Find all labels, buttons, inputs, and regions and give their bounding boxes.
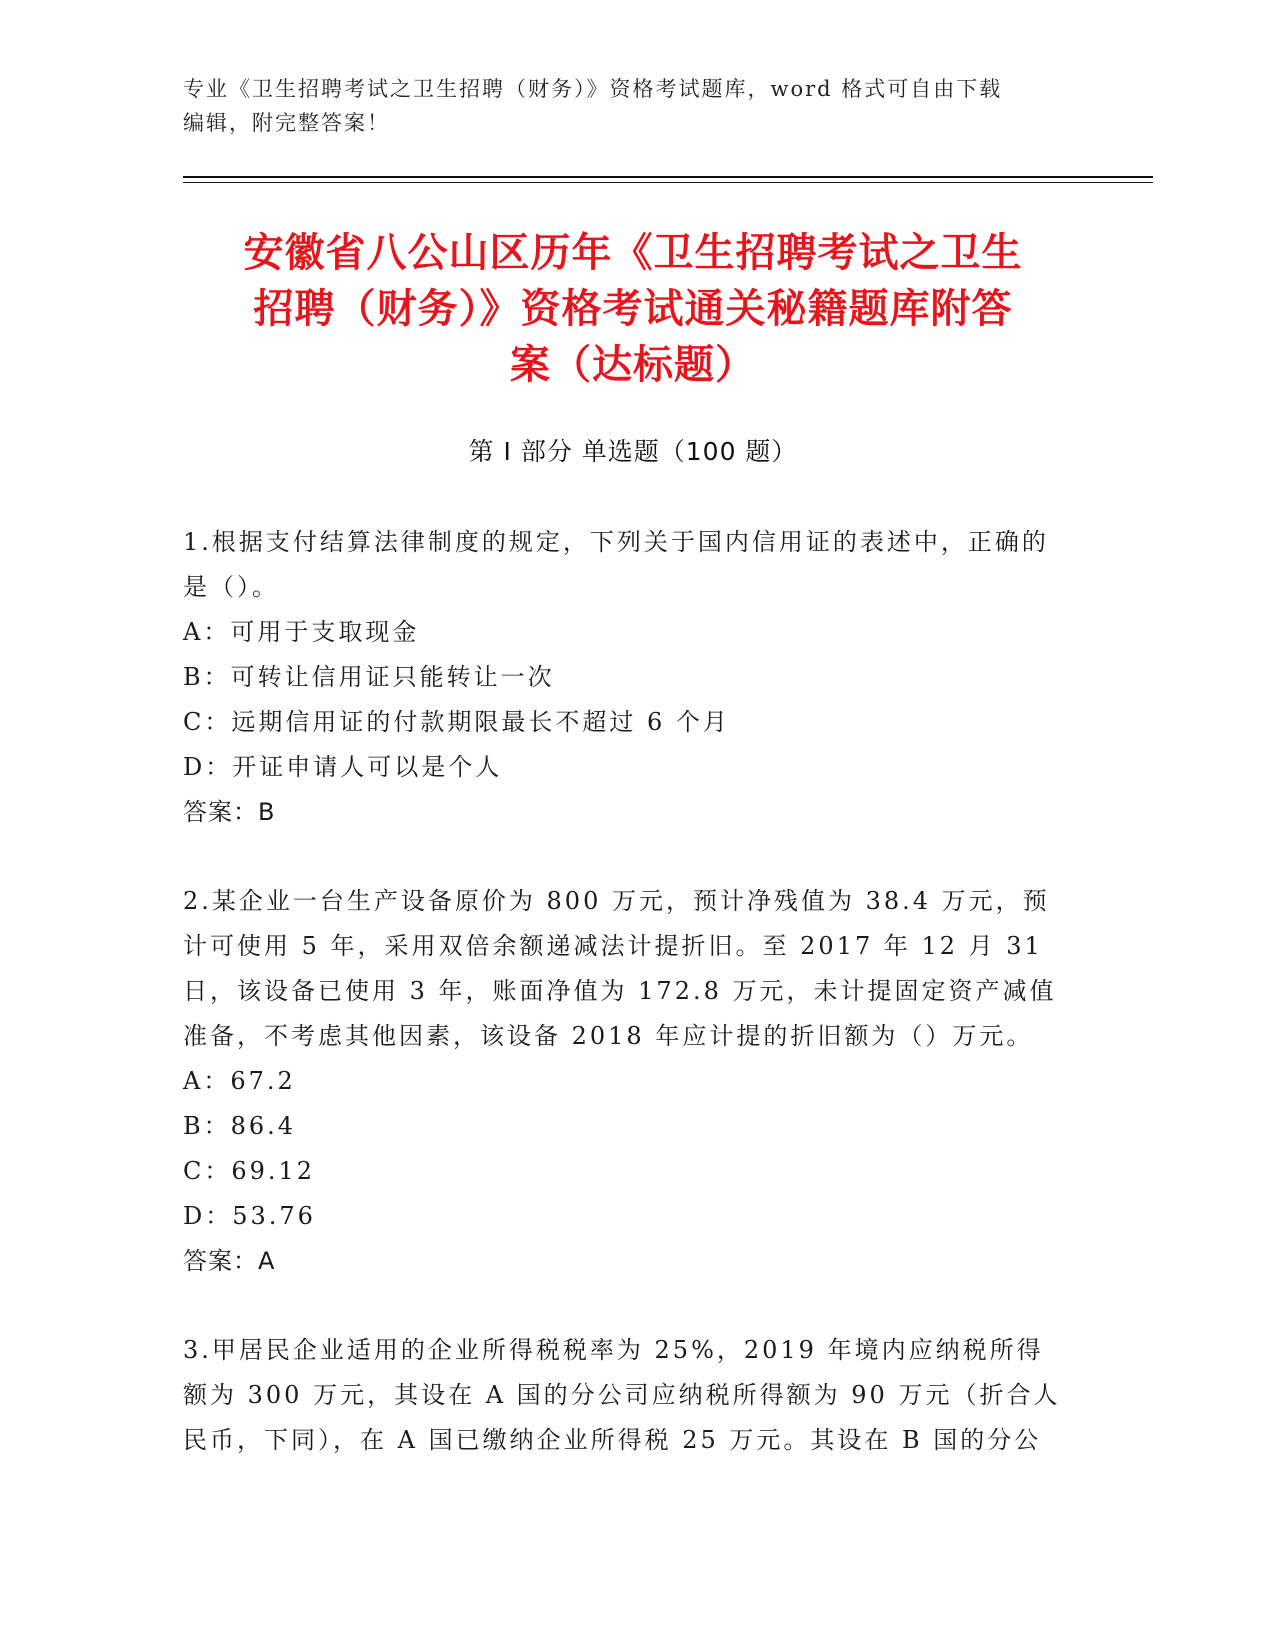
question-2-option-b: B：86.4 [183, 1112, 297, 1140]
question-1-option-c: C：远期信用证的付款期限最长不超过 6 个月 [183, 708, 730, 736]
document-title-line-1: 安徽省八公山区历年《卫生招聘考试之卫生 [243, 230, 1023, 276]
section-title: 第 I 部分 单选题（100 题） [468, 437, 798, 466]
document-title-line-3: 案（达标题） [510, 342, 756, 388]
question-2-answer: 答案：A [183, 1247, 276, 1275]
question-2 [183, 879, 1063, 1284]
question-2-option-d: D：53.76 [183, 1202, 316, 1230]
question-1-answer: 答案：B [183, 798, 276, 826]
question-2-option-a: A：67.2 [183, 1067, 296, 1095]
header-note-line-1: 专业《卫生招聘考试之卫生招聘（财务）》资格考试题库，word 格式可自由下载 [183, 77, 1003, 101]
question-1 [183, 520, 1063, 835]
question-list [183, 520, 1063, 1507]
document-title-line-2: 招聘（财务）》资格考试通关秘籍题库附答 [253, 286, 1013, 332]
question-1-option-d: D：开证申请人可以是个人 [183, 753, 503, 781]
header-note-line-2: 编辑，附完整答案！ [183, 111, 390, 135]
question-1-option-b: B：可转让信用证只能转让一次 [183, 663, 555, 691]
question-2-text: 2.某企业一台生产设备原价为 800 万元，预计净残值为 38.4 万元，预计可使用 5 年，采用双倍余额递减法计提折旧。至 2017 年 12 月 31 日，该设备已使用 3 年，账面净值为 172.8 万元，未计提固定资产减值准备，不考虑其他因素，该设备 2018 年应计提的折旧额为（）万元。 [183, 887, 1057, 1050]
header-divider-thin [183, 182, 1153, 183]
header-note [183, 72, 1063, 140]
question-1-option-a: A：可用于支取现金 [183, 618, 420, 646]
question-2-option-c: C：69.12 [183, 1157, 316, 1185]
question-3-text: 3.甲居民企业适用的企业所得税税率为 25%，2019 年境内应纳税所得额为 300 万元，其设在 A 国的分公司应纳税所得额为 90 万元（折合人民币，下同），在 A 国已缴纳企业所得税 25 万元。其设在 B 国的分公 [183, 1336, 1061, 1454]
document-title [183, 225, 1083, 393]
header-divider-thick [183, 176, 1153, 178]
question-1-text: 1.根据支付结算法律制度的规定，下列关于国内信用证的表述中，正确的是（）。 [183, 528, 1049, 601]
question-3 [183, 1328, 1063, 1463]
